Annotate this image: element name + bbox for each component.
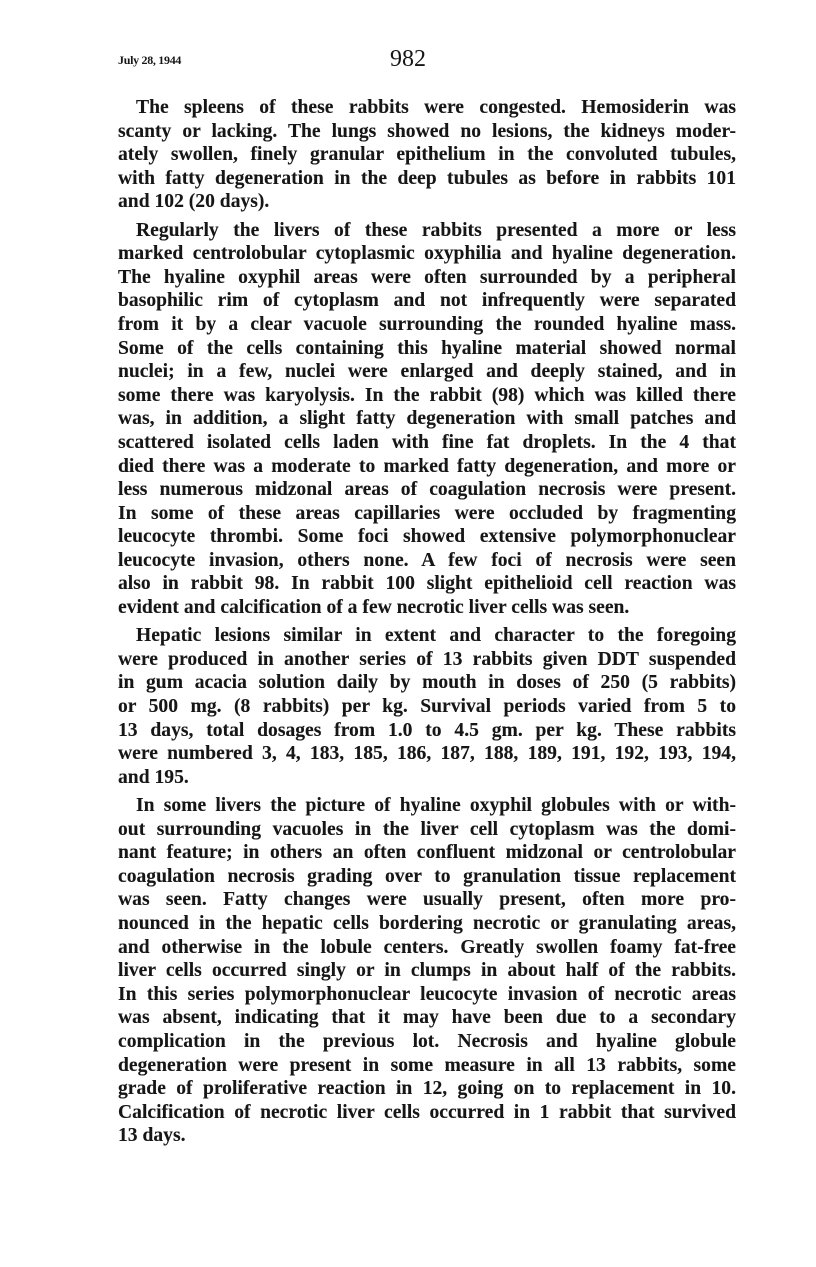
text-line: leucocyte thrombi. Some foci showed extensive polymorphonuclear (118, 526, 736, 548)
text-line: nant feature; in others an often confluent midzonal or centrolobular (118, 842, 736, 864)
text-line: degeneration were present in some measure in all 13 rabbits, some (118, 1054, 736, 1076)
text-line: out surrounding vacuoles in the liver cell cytoplasm was the domi- (118, 818, 736, 840)
text-line: In some livers the picture of hyaline oxyphil globules with or with- (136, 795, 736, 816)
text-line: Some of the cells containing this hyaline material showed normal (118, 337, 736, 359)
text-line: were produced in another series of 13 rabbits given DDT suspended (118, 648, 736, 670)
text-line: and 195. (118, 766, 189, 788)
text-line: less numerous midzonal areas of coagulation necrosis were present. (118, 479, 736, 501)
text-line: Regularly the livers of these rabbits presented a more or less (136, 219, 736, 241)
text-line: ately swollen, finely granular epithelium in the convoluted tubules, (118, 144, 736, 166)
text-line: Calcification of necrotic liver cells occurred in 1 rabbit that survived (118, 1101, 736, 1123)
body-text (118, 96, 736, 1153)
text-line: coagulation necrosis grading over to granulation tissue replacement (118, 865, 736, 887)
text-line: In some of these areas capillaries were occluded by fragmenting (118, 502, 736, 524)
text-line: grade of proliferative reaction in 12, going on to replacement in 10. (118, 1078, 736, 1100)
text-line: Hepatic lesions similar in extent and character to the foregoing (136, 625, 736, 647)
paragraph (118, 624, 736, 789)
text-line: some there was karyolysis. In the rabbit (98) which was killed there (118, 384, 736, 406)
text-line: The hyaline oxyphil areas were often surrounded by a peripheral (118, 266, 736, 288)
text-line: in gum acacia solution daily by mouth in doses of 250 (5 rabbits) (118, 672, 736, 694)
text-line: was absent, indicating that it may have been due to a secondary (118, 1007, 736, 1029)
text-line: nounced in the hepatic cells bordering necrotic or granulating areas, (118, 912, 736, 934)
text-line: scanty or lacking. The lungs showed no lesions, the kidneys moder- (118, 120, 736, 142)
text-line: liver cells occurred singly or in clumps in about half of the rabbits. (118, 960, 736, 982)
text-line: and 102 (20 days). (118, 191, 270, 213)
text-line: also in rabbit 98. In rabbit 100 slight epithelioid cell reaction was (118, 573, 736, 595)
text-line: nuclei; in a few, nuclei were enlarged and deeply stained, and in (118, 361, 736, 383)
text-line: complication in the previous lot. Necrosis and hyaline globule (118, 1030, 736, 1052)
text-line: from it by a clear vacuole surrounding the rounded hyaline mass. (118, 313, 736, 335)
page-number: 982 (390, 46, 426, 72)
paragraph (118, 219, 736, 620)
text-line: scattered isolated cells laden with fine fat droplets. In the 4 that (118, 431, 736, 453)
text-line: with fatty degeneration in the deep tubules as before in rabbits 101 (118, 167, 736, 189)
text-line: 13 days, total dosages from 1.0 to 4.5 gm. per kg. These rabbits (118, 719, 736, 741)
text-line: were numbered 3, 4, 183, 185, 186, 187, 188, 189, 191, 192, 193, 194, (118, 743, 736, 765)
text-line: or 500 mg. (8 rabbits) per kg. Survival periods varied from 5 to (118, 696, 736, 718)
text-line: died there was a moderate to marked fatty degeneration, and more or (118, 455, 736, 477)
text-line: evident and calcification of a few necrotic liver cells was seen. (118, 597, 630, 619)
text-line: was, in addition, a slight fatty degeneration with small patches and (118, 408, 736, 430)
text-line: marked centrolobular cytoplasmic oxyphilia and hyaline degeneration. (118, 243, 736, 265)
text-line: was seen. Fatty changes were usually present, often more pro- (118, 889, 736, 911)
text-line: In this series polymorphonuclear leucocyte invasion of necrotic areas (118, 983, 736, 1005)
paragraph (118, 794, 736, 1148)
paragraph (118, 96, 736, 214)
text-line: leucocyte invasion, others none. A few foci of necrosis were seen (118, 549, 736, 571)
running-header-date: July 28, 1944 (118, 53, 182, 67)
text-line: 13 days. (118, 1125, 186, 1147)
text-line: and otherwise in the lobule centers. Greatly swollen foamy fat-free (118, 936, 736, 958)
text-line: The spleens of these rabbits were congested. Hemosiderin was (136, 97, 736, 118)
text-line: basophilic rim of cytoplasm and not infrequently were separated (118, 290, 736, 312)
